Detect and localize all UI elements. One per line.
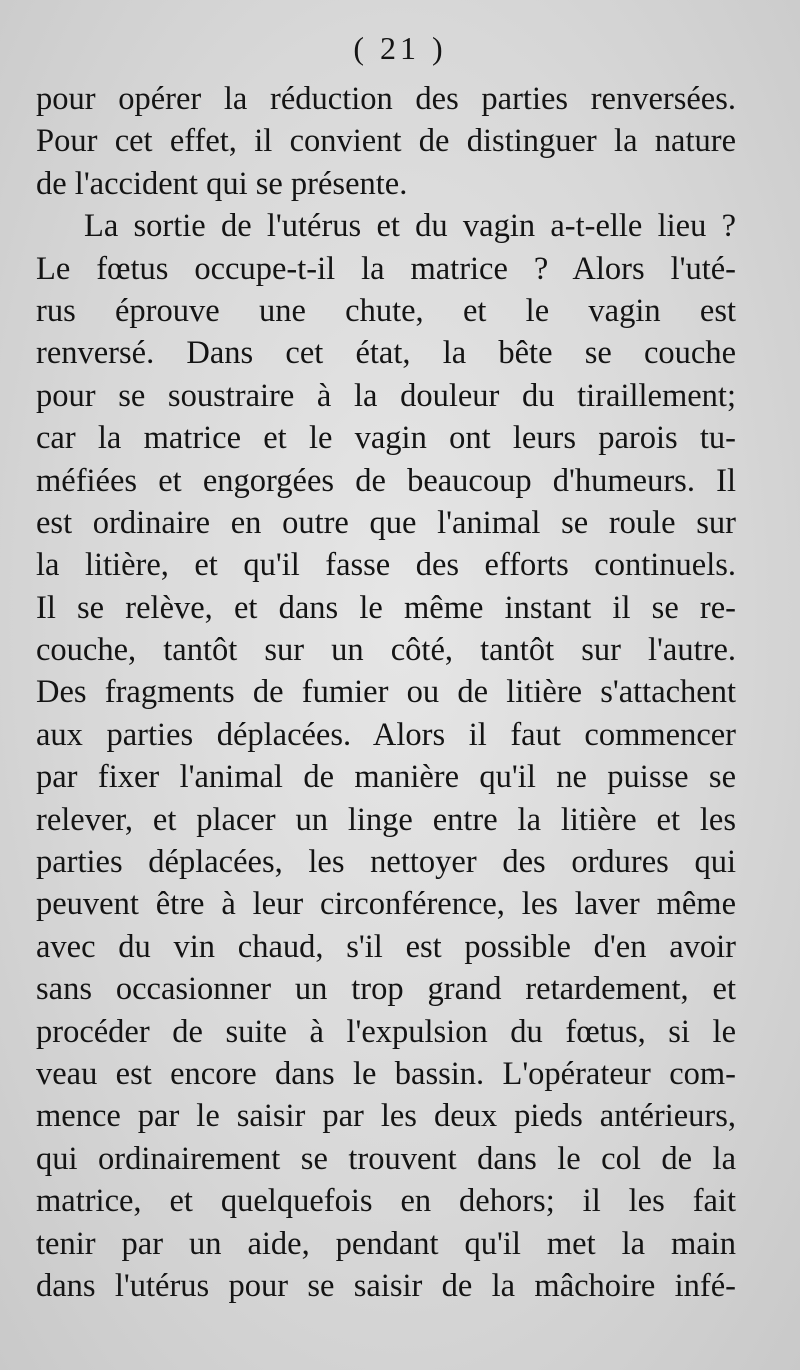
text-line: relever, et placer un linge entre la litière et les [36, 801, 736, 838]
text-line: aux parties déplacées. Alors il faut commencer [36, 716, 736, 753]
text-line: est ordinaire en outre que l'animal se roule sur [36, 504, 736, 541]
text-line: Le fœtus occupe-t-il la matrice ? Alors l'uté- [36, 250, 736, 287]
text-line: matrice, et quelquefois en dehors; il les fait [36, 1183, 736, 1220]
text-line: qui ordinairement se trouvent dans le col de la [36, 1140, 736, 1177]
text-line: Pour cet effet, il convient de distinguer la nature [36, 123, 736, 160]
text-line: avec du vin chaud, s'il est possible d'en avoir [36, 928, 736, 965]
text-line: par fixer l'animal de manière qu'il ne puisse se [36, 759, 736, 796]
text-line: veau est encore dans le bassin. L'opérateur com- [36, 1055, 736, 1092]
text-line: La sortie de l'utérus et du vagin a-t-elle lieu ? [84, 208, 736, 245]
text-line: procéder de suite à l'expulsion du fœtus, si le [36, 1013, 736, 1050]
text-line: de l'accident qui se présente. [36, 165, 408, 202]
text-line: tenir par un aide, pendant qu'il met la main [36, 1225, 736, 1262]
text-line: renversé. Dans cet état, la bête se couche [36, 335, 736, 372]
text-line: couche, tantôt sur un côté, tantôt sur l'autre. [36, 632, 736, 669]
text-line: dans l'utérus pour se saisir de la mâchoire infé- [36, 1267, 736, 1304]
text-line: Des fragments de fumier ou de litière s'attachent [36, 674, 736, 711]
text-line: car la matrice et le vagin ont leurs parois tu- [36, 420, 736, 457]
text-line: pour opérer la réduction des parties renversées. [36, 81, 736, 117]
text-line: mence par le saisir par les deux pieds antérieurs, [36, 1098, 736, 1135]
text-line: parties déplacées, les nettoyer des ordures qui [36, 844, 736, 881]
text-line: la litière, et qu'il fasse des efforts continuels. [36, 547, 736, 584]
text-line: peuvent être à leur circonférence, les laver même [36, 886, 736, 923]
text-line: sans occasionner un trop grand retardement, et [36, 971, 736, 1008]
text-line: Il se relève, et dans le même instant il se re- [36, 589, 736, 626]
body-text [36, 78, 736, 1307]
text-line: pour se soustraire à la douleur du tiraillement; [36, 377, 736, 414]
page-number: ( 21 ) [353, 30, 447, 66]
text-line: méfiées et engorgées de beaucoup d'humeurs. Il [36, 462, 736, 499]
text-line: rus éprouve une chute, et le vagin est [36, 292, 736, 329]
